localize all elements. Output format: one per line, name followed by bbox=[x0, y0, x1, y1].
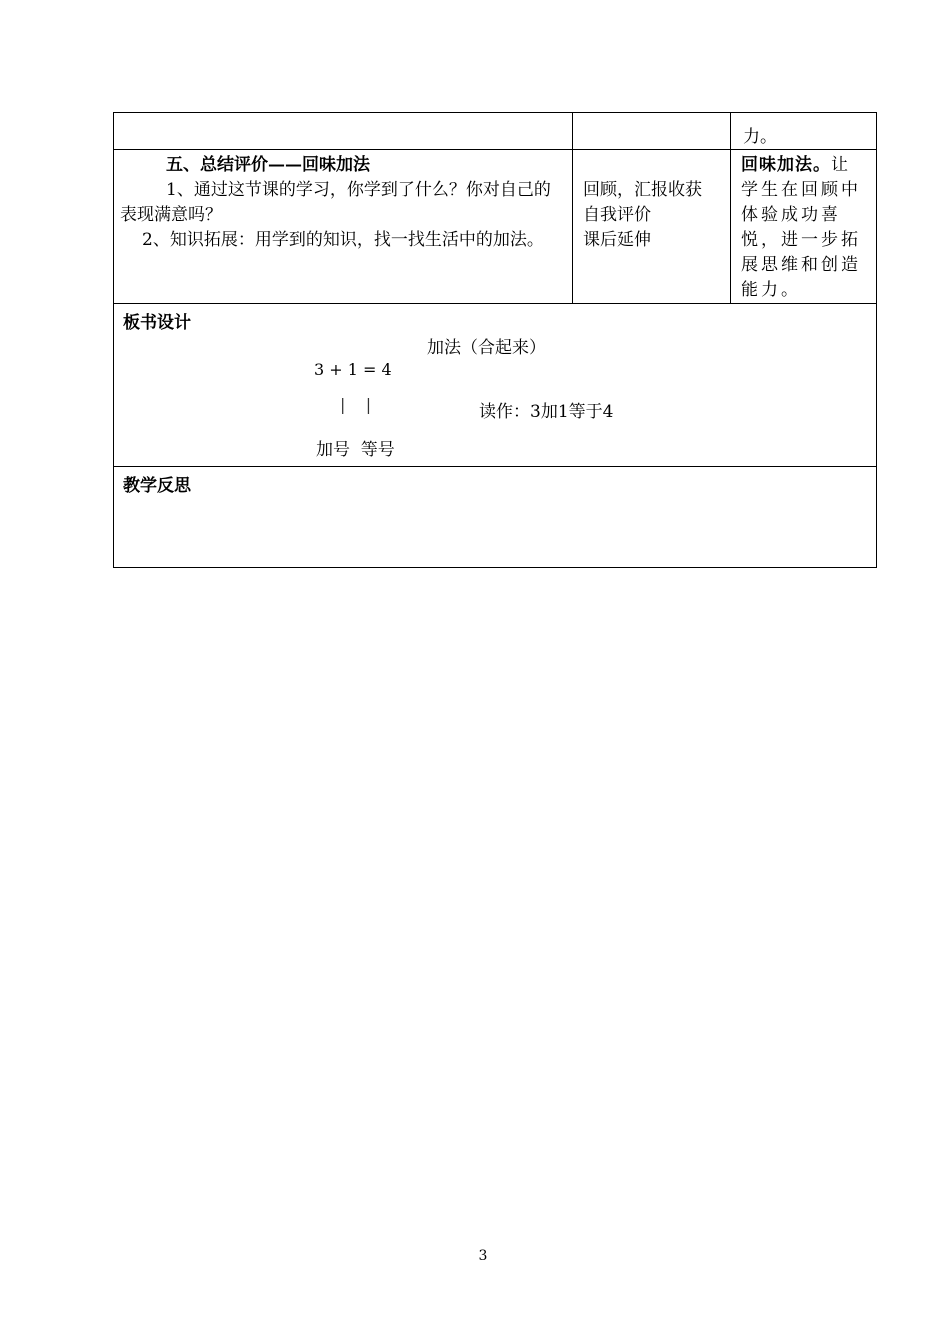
process-cell-empty bbox=[114, 113, 573, 150]
activity-line-1: 回顾，汇报收获 bbox=[583, 180, 702, 200]
student-activity-cell bbox=[573, 150, 731, 304]
process-item-1: 1、通过这节课的学习，你学到了什么？你对自己的表现满意吗？ bbox=[120, 180, 551, 225]
board-symbol-names: 加号 等号 bbox=[316, 440, 395, 460]
board-design-cell bbox=[114, 304, 877, 467]
section-heading: 五、总结评价——回味加法 bbox=[166, 155, 370, 175]
board-design-title: 板书设计 bbox=[123, 313, 191, 333]
table-row bbox=[114, 304, 877, 467]
table-row bbox=[114, 467, 877, 568]
intent-text: 让学生在回顾中体验成功喜悦，进一步拓展思维和创造能力。 bbox=[741, 155, 861, 300]
reflection-cell bbox=[114, 467, 877, 568]
intent-bold-label: 回味加法。 bbox=[741, 155, 831, 175]
activity-line-3: 课后延伸 bbox=[583, 230, 651, 250]
board-equation: 3 + 1 = 4 bbox=[314, 360, 392, 379]
lesson-plan-table bbox=[113, 112, 877, 568]
reflection-title: 教学反思 bbox=[123, 476, 191, 496]
table-row bbox=[114, 113, 877, 150]
activity-line-2: 自我评价 bbox=[583, 205, 651, 225]
board-reading: 读作：3加1等于4 bbox=[479, 402, 614, 422]
board-content bbox=[114, 333, 876, 463]
intent-continued-text: 力。 bbox=[743, 127, 777, 147]
board-heading: 加法（合起来） bbox=[427, 338, 546, 358]
board-pointer-bars: | | bbox=[340, 395, 372, 414]
table-row bbox=[114, 150, 877, 304]
page-number: 3 bbox=[478, 1248, 488, 1264]
intent-cell-continued bbox=[731, 113, 877, 150]
design-intent-cell bbox=[731, 150, 877, 304]
process-cell bbox=[114, 150, 573, 304]
process-item-2: 2、知识拓展：用学到的知识，找一找生活中的加法。 bbox=[142, 230, 544, 250]
activity-cell-empty bbox=[573, 113, 731, 150]
